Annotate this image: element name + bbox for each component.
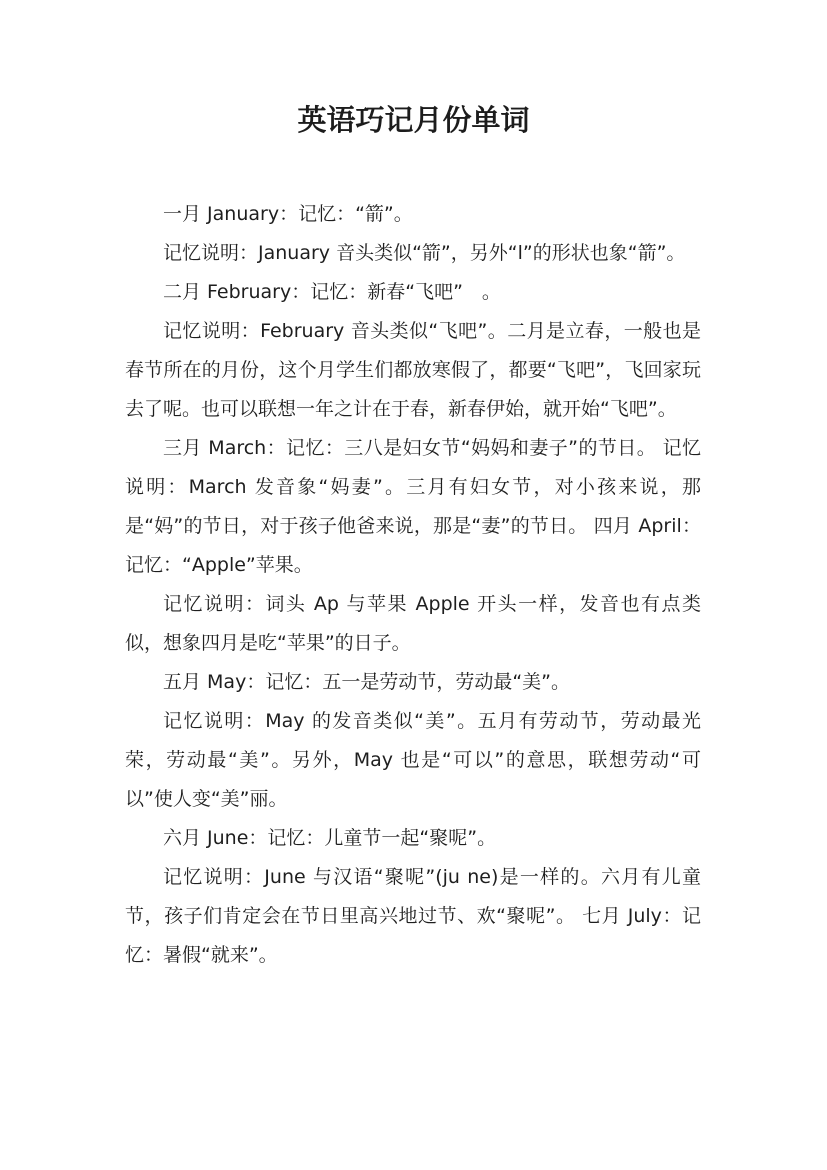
- paragraph-january: 一月 January：记忆：“箭”。: [163, 203, 413, 225]
- paragraph-april-note: 记忆说明：词头 Ap 与苹果 Apple 开头一样，发音也有点类似，想象四月是吃“苹果”的日子。: [125, 593, 701, 654]
- paragraph-march-april: 三月 March：记忆：三八是妇女节“妈妈和妻子”的节日。 记忆说明：March 发音象“妈妻”。三月有妇女节，对小孩来说，那是“妈”的节日，对于孩子他爸来说，那是“妻”的节日。 四月 April：记忆：“Apple”苹果。: [125, 437, 701, 576]
- document-title: 英语巧记月份单词: [297, 103, 530, 137]
- paragraph-february-note: 记忆说明：February 音头类似“飞吧”。二月是立春，一般也是春节所在的月份，这个月学生们都放寒假了，都要“飞吧”，飞回家玩去了呢。也可以联想一年之计在于春，新春伊始，就开始“飞吧”。: [125, 320, 701, 420]
- paragraph-may-note: 记忆说明：May 的发音类似“美”。五月有劳动节，劳动最光荣，劳动最“美”。另外，May 也是“可以”的意思，联想劳动“可以”使人变“美”丽。: [125, 710, 701, 810]
- paragraph-june: 六月 June：记忆：儿童节一起“聚呢”。: [163, 827, 497, 849]
- paragraph-june-note-july: 记忆说明：June 与汉语“聚呢”(ju ne)是一样的。六月有儿童节，孩子们肯定会在节日里高兴地过节、欢“聚呢”。 七月 July：记忆：暑假“就来”。: [125, 866, 701, 966]
- paragraph-january-note: 记忆说明：January 音头类似“箭”，另外“l”的形状也象“箭”。: [163, 242, 686, 264]
- document-body: [125, 195, 701, 975]
- paragraph-may: 五月 May：记忆：五一是劳动节，劳动最“美”。: [163, 671, 571, 693]
- paragraph-february: 二月 February：记忆：新春“飞吧” 。: [163, 281, 501, 303]
